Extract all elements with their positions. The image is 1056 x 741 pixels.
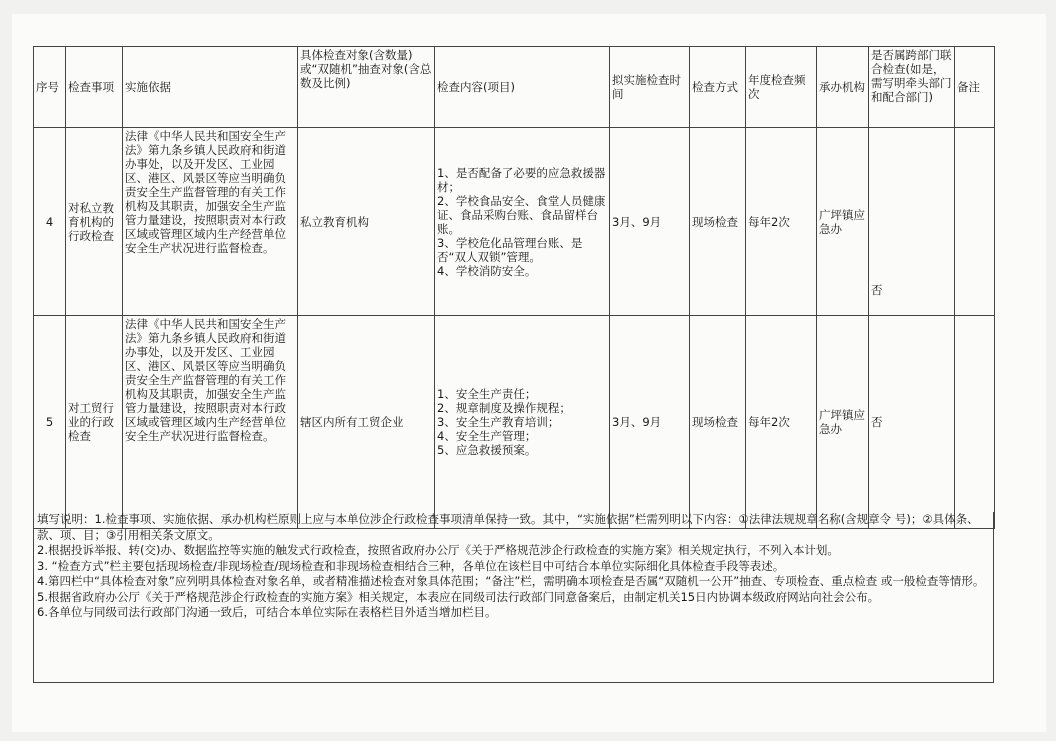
row-time: 3月、9月 bbox=[610, 316, 690, 529]
note-item: 5.根据省政府办公厅《关于严格规范涉企行政检查的实施方案》相关规定，本表应在同级司法行政部门同意备案后，由制定机关15日内协调本级政府网站向社会公布。 bbox=[37, 589, 880, 604]
inspection-plan-table bbox=[33, 46, 995, 529]
header-time: 拟实施检查时间 bbox=[610, 47, 690, 128]
header-content: 检查内容(项目) bbox=[435, 47, 610, 128]
row-content: 1、是否配备了必要的应急救援器材； 2、学校食品安全、食堂人员健康证、食品采购台账、食品留样台账。 3、学校危化品管理台账、是否“双人双锁”管理。 4、学校消防安全。 bbox=[435, 128, 610, 316]
table-header-row bbox=[34, 47, 995, 128]
filling-instructions bbox=[33, 512, 994, 683]
row-freq: 每年2次 bbox=[746, 128, 817, 316]
row-item: 对工贸行业的行政检查 bbox=[66, 316, 123, 529]
row-dept: 广坪镇应急办 bbox=[817, 128, 869, 316]
row-item: 对私立教育机构的行政检查 bbox=[66, 128, 123, 316]
row-remark bbox=[955, 316, 995, 529]
row-seq: 5 bbox=[34, 316, 66, 529]
header-item: 检查事项 bbox=[66, 47, 123, 128]
row-cross: 否 bbox=[869, 128, 955, 316]
row-dept: 广坪镇应急办 bbox=[817, 316, 869, 529]
note-item: 3. “检查方式”栏主要包括现场检查/非现场检查/现场检查和非现场检查相结合三种，各单位在该栏目中可结合本单位实际细化具体检查手段等表述。 bbox=[37, 558, 785, 573]
header-remark: 备注 bbox=[955, 47, 995, 128]
row-time: 3月、9月 bbox=[610, 128, 690, 316]
note-item: 6.各单位与同级司法行政部门沟通一致后，可结合本单位实际在表格栏目外适当增加栏目。 bbox=[37, 605, 497, 619]
header-dept: 承办机构 bbox=[817, 47, 869, 128]
table-row bbox=[34, 316, 995, 529]
header-object: 具体检查对象(含数量)或“双随机”抽查对象(含总数及比例) bbox=[298, 47, 435, 128]
row-content: 1、安全生产责任； 2、规章制度及操作规程； 3、安全生产教育培训； 4、安全生产管理； 5、应急救援预案。 bbox=[435, 316, 610, 529]
row-freq: 每年2次 bbox=[746, 316, 817, 529]
note-item: 填写说明：1.检查事项、实施依据、承办机构栏原则上应与本单位涉企行政检查事项清单保持一致。其中，“实施依据”栏需列明以下内容：①法律法规规章名称(含规章令 号)；②具体条、款、项、目；③引用相关条文原文。 bbox=[37, 512, 979, 542]
row-cross: 否 bbox=[869, 316, 955, 529]
row-method: 现场检查 bbox=[690, 316, 746, 529]
header-cross: 是否属跨部门联合检查(如是，需写明牵头部门和配合部门) bbox=[869, 47, 955, 128]
row-seq: 4 bbox=[34, 128, 66, 316]
row-object: 私立教育机构 bbox=[298, 128, 435, 316]
row-method: 现场检查 bbox=[690, 128, 746, 316]
note-item: 2.根据投诉举报、转(交)办、数据监控等实施的触发式行政检查，按照省政府办公厅《关于严格规范涉企行政检查的实施方案》相关规定执行，不列入本计划。 bbox=[37, 543, 839, 557]
row-basis: 法律《中华人民共和国安全生产法》第九条乡镇人民政府和街道办事处，以及开发区、工业园区、港区、风景区等应当明确负责安全生产监督管理的有关工作机构及其职责，加强安全生产监管力量建设，按照职责对本行政区域或管理区域内生产经营单位安全生产状况进行监督检查。 bbox=[123, 128, 298, 316]
header-method: 检查方式 bbox=[690, 47, 746, 128]
row-basis: 法律《中华人民共和国安全生产法》第九条乡镇人民政府和街道办事处，以及开发区、工业园区、港区、风景区等应当明确负责安全生产监督管理的有关工作机构及其职责，加强安全生产监管力量建设，按照职责对本行政区域或管理区域内生产经营单位安全生产状况进行监督检查。 bbox=[123, 316, 298, 529]
header-seq: 序号 bbox=[34, 47, 66, 128]
row-remark bbox=[955, 128, 995, 316]
header-basis: 实施依据 bbox=[123, 47, 298, 128]
header-freq: 年度检查频次 bbox=[746, 47, 817, 128]
row-object: 辖区内所有工贸企业 bbox=[298, 316, 435, 529]
table-row bbox=[34, 128, 995, 316]
note-item: 4.第四栏中“具体检查对象”应列明具体检查对象名单，或者精准描述检查对象具体范围；“备注”栏，需明确本项检查是否属“双随机一公开”抽查、专项检查、重点检查 或一般检查等情形。 bbox=[37, 574, 985, 588]
